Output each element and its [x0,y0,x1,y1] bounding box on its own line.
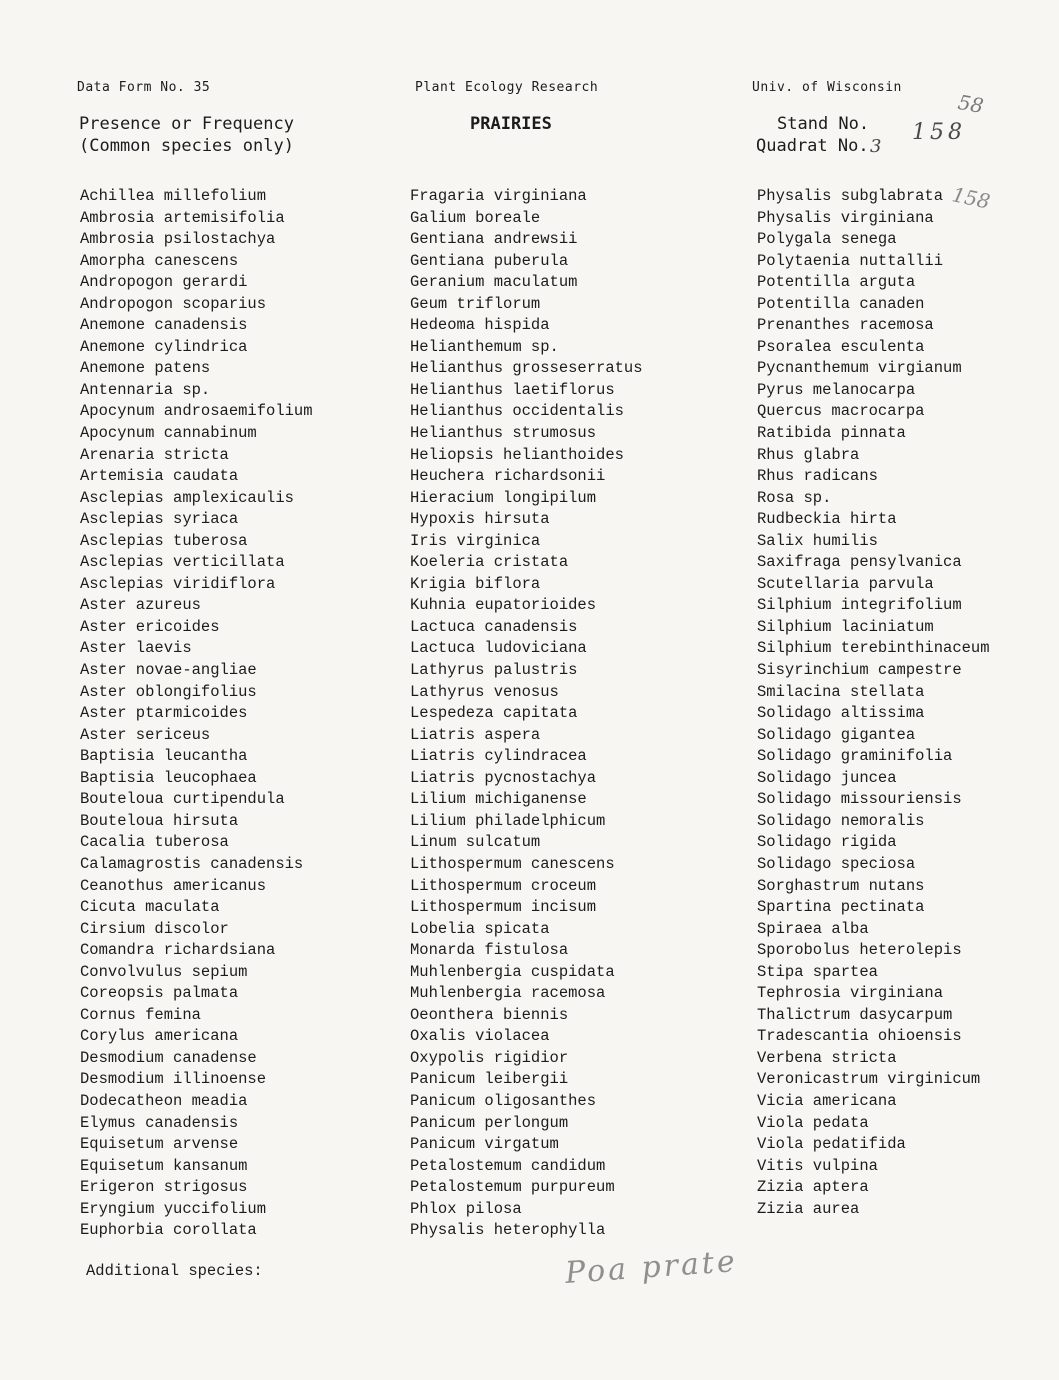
species-item: Heliopsis helianthoides [410,445,624,464]
species-item: Liatris pycnostachya [410,768,597,787]
species-column-1 [80,186,313,1242]
species-item: Lactuca canadensis [410,617,578,636]
species-column-2 [410,186,643,1242]
species-item: Sisyrinchium campestre [757,661,962,680]
species-item: Muhlenbergia racemosa [410,984,606,1003]
stand-number-label: Stand No. [777,114,870,134]
species-item: Eryngium yuccifolium [80,1199,267,1218]
species-item: Solidago graminifolia [757,747,953,766]
species-item: Pycnanthemum virgianum [757,359,962,378]
species-item: Aster novae-angliae [80,661,257,680]
species-item: Apocynum androsaemifolium [80,402,313,421]
species-item: Sporobolus heterolepis [757,941,962,960]
species-item: Cacalia tuberosa [80,833,229,852]
species-item: Equisetum kansanum [80,1156,248,1175]
species-item: Polytaenia nuttallii [757,251,944,270]
species-item: Aster oblongifolius [80,682,257,701]
species-item: Potentilla canaden [757,294,925,313]
species-item: Saxifraga pensylvanica [757,553,962,572]
handwritten-additional-species: Poa prate [563,1244,739,1291]
species-item: Solidago gigantea [757,725,916,744]
species-item: Silphium integrifolium [757,596,962,615]
species-item: Pyrus melanocarpa [757,380,916,399]
species-item: Baptisia leucantha [80,747,248,766]
species-item: Lespedeza capitata [410,704,578,723]
species-item: Achillea millefolium [80,187,267,205]
species-item: Vitis vulpina [757,1156,878,1175]
species-item: Rhus glabra [757,445,860,464]
species-item: Linum sulcatum [410,833,541,852]
handwritten-stand-top: 58 [956,89,986,119]
species-item: Rudbeckia hirta [757,510,897,529]
species-item: Apocynum cannabinum [80,424,257,443]
species-item: Desmodium canadense [80,1048,257,1067]
species-item: Baptisia leucophaea [80,768,257,787]
species-item: Petalostemum candidum [410,1156,606,1175]
species-item: Asclepias amplexicaulis [80,488,294,507]
species-item: Spiraea alba [757,919,869,938]
species-item: Solidago nemoralis [757,811,925,830]
species-item: Ratibida pinnata [757,424,906,443]
handwritten-margin-note: 158 [949,182,993,214]
species-item: Dodecatheon meadia [80,1091,248,1110]
page-title: PRAIRIES [470,114,552,134]
species-item: Anemone patens [80,359,211,378]
species-column-3 [757,186,990,1220]
species-item: Iris virginica [410,531,541,550]
species-item: Silphium terebinthinaceum [757,639,990,658]
species-item: Aster sericeus [80,725,211,744]
species-item: Zizia aurea [757,1199,860,1218]
species-item: Monarda fistulosa [410,941,569,960]
species-item: Zizia aptera [757,1178,869,1197]
additional-species-label: Additional species: [86,1262,263,1280]
species-item: Prenanthes racemosa [757,316,934,335]
species-item: Lithospermum canescens [410,854,615,873]
species-item: Fragaria virginiana [410,187,587,205]
species-item: Muhlenbergia cuspidata [410,962,615,981]
species-item: Helianthus strumosus [410,424,597,443]
species-item: Thalictrum dasycarpum [757,1005,953,1024]
species-item: Psoralea esculenta [757,337,925,356]
species-item: Equisetum arvense [80,1135,239,1154]
species-item: Desmodium illinoense [80,1070,267,1089]
species-item: Tephrosia virginiana [757,984,944,1003]
species-item: Physalis heterophylla [410,1221,606,1240]
species-item: Sorghastrum nutans [757,876,925,895]
species-item: Oeonthera biennis [410,1005,569,1024]
species-item: Aster azureus [80,596,201,615]
species-item: Asclepias verticillata [80,553,285,572]
species-item: Physalis subglabrata [757,187,944,205]
species-item: Lilium michiganense [410,790,587,809]
species-item: Lathyrus palustris [410,661,578,680]
species-item: Bouteloua hirsuta [80,811,239,830]
species-item: Salix humilis [757,531,878,550]
species-item: Stipa spartea [757,962,878,981]
species-item: Gentiana andrewsii [410,230,578,249]
species-item: Spartina pectinata [757,898,925,917]
species-item: Calamagrostis canadensis [80,854,304,873]
species-item: Cornus femina [80,1005,201,1024]
species-item: Viola pedata [757,1113,869,1132]
species-item: Helianthemum sp. [410,337,559,356]
species-item: Panicum virgatum [410,1135,559,1154]
species-item: Silphium laciniatum [757,617,934,636]
species-item: Solidago speciosa [757,854,916,873]
species-item: Potentilla arguta [757,273,916,292]
species-item: Rosa sp. [757,488,832,507]
species-item: Galium boreale [410,208,541,227]
species-item: Convolvulus sepium [80,962,248,981]
species-item: Lathyrus venosus [410,682,559,701]
quadrat-number-label: Quadrat No. [756,136,869,156]
species-item: Scutellaria parvula [757,574,934,593]
species-item: Coreopsis palmata [80,984,239,1003]
species-item: Oxypolis rigidior [410,1048,569,1067]
species-item: Asclepias syriaca [80,510,239,529]
species-item: Anemone cylindrica [80,337,248,356]
species-item: Quercus macrocarpa [757,402,925,421]
species-item: Hedeoma hispida [410,316,550,335]
species-item: Asclepias viridiflora [80,574,276,593]
species-item: Gentiana puberula [410,251,569,270]
species-item: Euphorbia corollata [80,1221,257,1240]
species-item: Rhus radicans [757,467,878,486]
species-item: Viola pedatifida [757,1135,906,1154]
species-item: Koeleria cristata [410,553,569,572]
species-item: Geum triflorum [410,294,541,313]
species-item: Veronicastrum virginicum [757,1070,981,1089]
species-item: Panicum perlongum [410,1113,569,1132]
species-item: Amorpha canescens [80,251,239,270]
species-item: Hypoxis hirsuta [410,510,550,529]
species-item: Polygala senega [757,230,897,249]
species-item: Geranium maculatum [410,273,578,292]
presence-label-line1: Presence or Frequency [79,114,294,134]
species-item: Verbena stricta [757,1048,897,1067]
species-item: Lactuca ludoviciana [410,639,587,658]
species-item: Solidago altissima [757,704,925,723]
species-item: Lilium philadelphicum [410,811,606,830]
species-item: Lithospermum incisum [410,898,597,917]
species-item: Ambrosia artemisifolia [80,208,285,227]
species-item: Helianthus grosseserratus [410,359,643,378]
university-heading: Univ. of Wisconsin [752,80,902,95]
species-item: Solidago missouriensis [757,790,962,809]
species-item: Cirsium discolor [80,919,229,938]
species-item: Bouteloua curtipendula [80,790,285,809]
handwritten-quadrat-number: 3 [870,136,882,157]
species-item: Kuhnia eupatorioides [410,596,597,615]
species-item: Solidago rigida [757,833,897,852]
species-item: Aster ericoides [80,617,220,636]
species-item: Vicia americana [757,1091,897,1110]
species-item: Elymus canadensis [80,1113,239,1132]
species-item: Heuchera richardsonii [410,467,606,486]
species-item: Antennaria sp. [80,380,211,399]
species-item: Aster laevis [80,639,192,658]
species-item: Asclepias tuberosa [80,531,248,550]
research-heading: Plant Ecology Research [415,80,599,95]
species-item: Comandra richardsiana [80,941,276,960]
species-item: Panicum oligosanthes [410,1091,597,1110]
species-item: Liatris cylindracea [410,747,587,766]
species-item: Liatris aspera [410,725,541,744]
species-item: Cicuta maculata [80,898,220,917]
species-item: Lobelia spicata [410,919,550,938]
species-item: Tradescantia ohioensis [757,1027,962,1046]
species-item: Arenaria stricta [80,445,229,464]
species-item: Corylus americana [80,1027,239,1046]
species-item: Ambrosia psilostachya [80,230,276,249]
species-item: Erigeron strigosus [80,1178,248,1197]
species-item: Panicum leibergii [410,1070,569,1089]
species-item: Ceanothus americanus [80,876,267,895]
species-item: Aster ptarmicoides [80,704,248,723]
species-item: Hieracium longipilum [410,488,597,507]
species-item: Andropogon gerardi [80,273,248,292]
species-item: Physalis virginiana [757,208,934,227]
species-item: Anemone canadensis [80,316,248,335]
species-item: Andropogon scoparius [80,294,267,313]
species-item: Artemisia caudata [80,467,239,486]
presence-label-line2: (Common species only) [79,136,294,156]
species-item: Oxalis violacea [410,1027,550,1046]
form-number: Data Form No. 35 [77,80,211,95]
species-item: Solidago juncea [757,768,897,787]
species-item: Helianthus laetiflorus [410,380,615,399]
species-item: Smilacina stellata [757,682,925,701]
species-item: Krigia biflora [410,574,541,593]
species-item: Helianthus occidentalis [410,402,624,421]
species-item: Phlox pilosa [410,1199,522,1218]
species-item: Lithospermum croceum [410,876,597,895]
species-item: Petalostemum purpureum [410,1178,615,1197]
handwritten-stand-number: 158 [912,120,966,145]
